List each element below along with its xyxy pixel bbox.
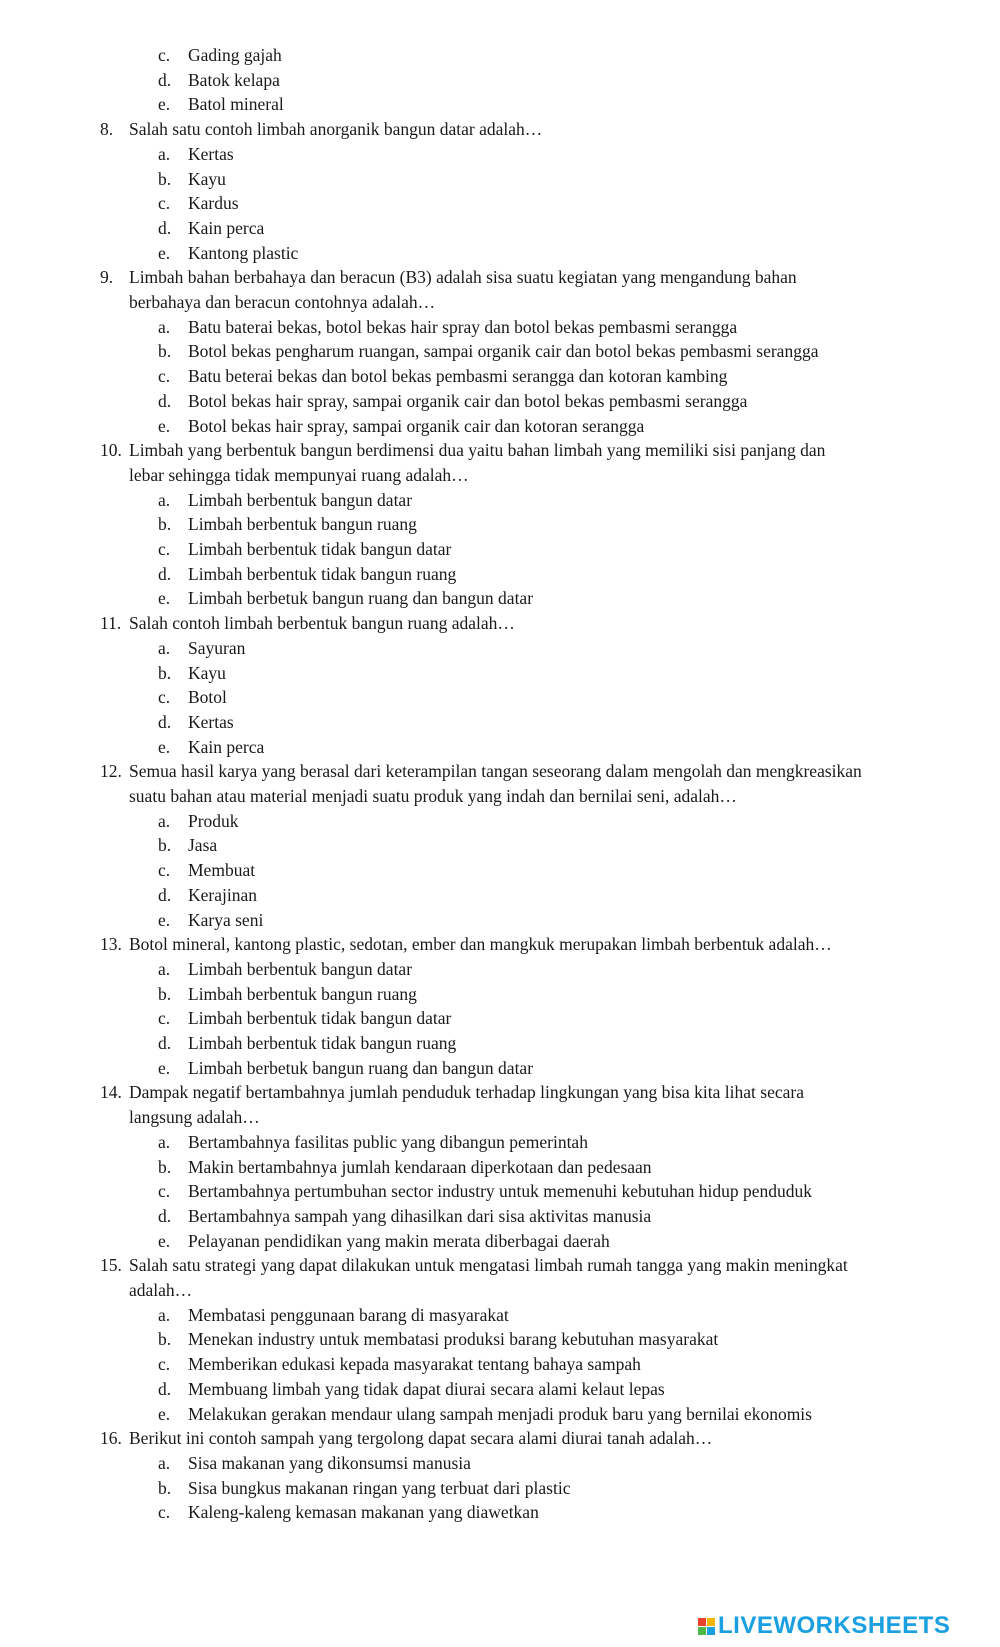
- question-number: 9.: [100, 267, 114, 288]
- option-text: Kayu: [188, 662, 226, 683]
- option-letter: e.: [158, 1230, 171, 1251]
- option-text: Jasa: [188, 835, 218, 856]
- option-text: Botol bekas hair spray, sampai organik cair dan kotoran serangga: [188, 415, 645, 436]
- logo-square-green: [698, 1627, 706, 1635]
- option-letter: d.: [158, 1378, 172, 1399]
- option-text: Bertambahnya sampah yang dihasilkan dari sisa aktivitas manusia: [188, 1205, 652, 1226]
- option-letter: d.: [158, 563, 172, 584]
- question-text: adalah…: [129, 1280, 193, 1300]
- option-text: Membuat: [188, 860, 256, 881]
- option-text: Memberikan edukasi kepada masyarakat tentang bahaya sampah: [188, 1354, 641, 1375]
- option-letter: b.: [158, 341, 172, 362]
- option-text: Botol: [188, 687, 227, 708]
- option-text: Batok kelapa: [188, 69, 280, 90]
- option-text: Botol bekas pengharum ruangan, sampai organik cair dan botol bekas pembasmi serangga: [188, 341, 819, 362]
- question-number: 13.: [100, 934, 122, 955]
- option-letter: a.: [158, 316, 171, 337]
- option-text: Membuang limbah yang tidak dapat diurai secara alami kelaut lepas: [188, 1378, 665, 1399]
- option-letter: b.: [158, 835, 172, 856]
- option-letter: b.: [158, 1477, 172, 1498]
- logo-square-yellow: [707, 1618, 715, 1626]
- question-text: Limbah yang berbentuk bangun berdimensi dua yaitu bahan limbah yang memiliki sisi panjang dan: [129, 440, 826, 461]
- option-text: Limbah berbentuk tidak bangun datar: [188, 539, 452, 559]
- option-text: Kerajinan: [188, 884, 257, 905]
- question-number: 16.: [100, 1428, 122, 1449]
- logo-grid-icon: [698, 1618, 715, 1635]
- option-text: Karya seni: [188, 909, 264, 930]
- option-letter: c.: [158, 860, 171, 881]
- liveworksheets-logo: [698, 1611, 950, 1641]
- option-text: Gading gajah: [188, 45, 282, 65]
- option-letter: e.: [158, 242, 171, 263]
- option-text: Limbah berbentuk tidak bangun ruang: [188, 1033, 457, 1053]
- option-letter: c.: [158, 193, 171, 214]
- question-text: Limbah bahan berbahaya dan beracun (B3) adalah sisa suatu kegiatan yang mengandung bahan: [129, 267, 797, 288]
- logo-square-red: [698, 1618, 706, 1626]
- question-text: Salah satu strategi yang dapat dilakukan untuk mengatasi limbah rumah tangga yang makin meningkat: [129, 1255, 848, 1276]
- option-letter: d.: [158, 884, 172, 905]
- question-number: 14.: [100, 1082, 122, 1103]
- option-text: Membatasi penggunaan barang di masyarakat: [188, 1304, 509, 1325]
- question-number: 10.: [100, 440, 122, 461]
- question-text: Berikut ini contoh sampah yang tergolong dapat secara alami diurai tanah adalah…: [129, 1428, 713, 1449]
- question-text: Semua hasil karya yang berasal dari keterampilan tangan seseorang dalam mengolah dan mengkreasikan: [129, 761, 862, 782]
- option-letter: b.: [158, 168, 172, 189]
- option-letter: a.: [158, 810, 171, 831]
- option-text: Limbah berbentuk tidak bangun datar: [188, 1008, 452, 1029]
- option-text: Limbah berbentuk tidak bangun ruang: [188, 563, 457, 584]
- option-text: Menekan industry untuk membatasi produksi barang kebutuhan masyarakat: [188, 1329, 719, 1350]
- question-text: Botol mineral, kantong plastic, sedotan, ember dan mangkuk merupakan limbah berbentuk adalah…: [129, 934, 832, 955]
- option-letter: c.: [158, 1502, 171, 1523]
- logo-square-blue: [707, 1627, 715, 1635]
- question-number: 12.: [100, 761, 122, 782]
- option-text: Produk: [188, 810, 239, 831]
- option-text: Kertas: [188, 143, 234, 164]
- option-text: Kantong plastic: [188, 242, 299, 263]
- option-letter: b.: [158, 983, 172, 1004]
- option-text: Melakukan gerakan mendaur ulang sampah menjadi produk baru yang bernilai ekonomis: [188, 1403, 812, 1424]
- option-letter: d.: [158, 390, 172, 411]
- option-letter: e.: [158, 588, 171, 609]
- option-text: Batu beterai bekas dan botol bekas pembasmi serangga dan kotoran kambing: [188, 366, 728, 387]
- option-letter: c.: [158, 45, 171, 65]
- option-text: Batol mineral: [188, 94, 284, 115]
- option-text: Limbah berbetuk bangun ruang dan bangun datar: [188, 1057, 534, 1078]
- option-letter: c.: [158, 366, 171, 387]
- option-letter: e.: [158, 415, 171, 436]
- option-letter: a.: [158, 1304, 171, 1325]
- option-text: Kardus: [188, 193, 239, 214]
- option-letter: b.: [158, 1156, 172, 1177]
- option-letter: b.: [158, 1329, 172, 1350]
- option-letter: d.: [158, 1033, 172, 1053]
- logo-text: LIVEWORKSHEETS: [718, 1612, 951, 1639]
- question-number: 15.: [100, 1255, 122, 1276]
- option-text: Sisa bungkus makanan ringan yang terbuat dari plastic: [188, 1477, 571, 1498]
- question-text: suatu bahan atau material menjadi suatu produk yang indah dan bernilai seni, adalah…: [129, 786, 737, 806]
- option-letter: a.: [158, 1452, 171, 1473]
- option-text: Limbah berbentuk bangun datar: [188, 489, 413, 510]
- question-text: Salah satu contoh limbah anorganik bangun datar adalah…: [129, 119, 543, 140]
- option-text: Limbah berbentuk bangun ruang: [188, 983, 417, 1004]
- option-text: Kertas: [188, 711, 234, 732]
- option-text: Sisa makanan yang dikonsumsi manusia: [188, 1452, 471, 1473]
- question-text: lebar sehingga tidak mempunyai ruang adalah…: [129, 464, 469, 485]
- option-text: Limbah berbetuk bangun ruang dan bangun datar: [188, 588, 534, 609]
- option-text: Botol bekas hair spray, sampai organik cair dan botol bekas pembasmi serangga: [188, 390, 748, 411]
- question-text: berbahaya dan beracun contohnya adalah…: [129, 292, 436, 312]
- option-text: Batu baterai bekas, botol bekas hair spray dan botol bekas pembasmi serangga: [188, 316, 738, 337]
- option-text: Pelayanan pendidikan yang makin merata diberbagai daerah: [188, 1230, 610, 1251]
- option-letter: a.: [158, 1131, 171, 1152]
- option-text: Limbah berbentuk bangun ruang: [188, 514, 417, 535]
- option-text: Bertambahnya pertumbuhan sector industry untuk memenuhi kebutuhan hidup penduduk: [188, 1181, 813, 1202]
- option-text: Limbah berbentuk bangun datar: [188, 958, 413, 979]
- option-letter: b.: [158, 662, 172, 683]
- option-letter: e.: [158, 909, 171, 930]
- option-text: Kayu: [188, 168, 226, 189]
- question-number: 11.: [100, 613, 122, 634]
- option-letter: d.: [158, 711, 172, 732]
- option-letter: e.: [158, 1057, 171, 1078]
- option-text: Sayuran: [188, 637, 246, 658]
- option-letter: c.: [158, 1008, 171, 1029]
- question-text: langsung adalah…: [129, 1107, 260, 1128]
- question-text: Salah contoh limbah berbentuk bangun ruang adalah…: [129, 613, 515, 634]
- option-text: Bertambahnya fasilitas public yang dibangun pemerintah: [188, 1131, 588, 1152]
- question-number: 8.: [100, 119, 114, 140]
- option-letter: c.: [158, 539, 171, 559]
- option-letter: e.: [158, 94, 171, 115]
- option-letter: c.: [158, 1354, 171, 1375]
- option-text: Makin bertambahnya jumlah kendaraan diperkotaan dan pedesaan: [188, 1156, 652, 1177]
- option-letter: b.: [158, 514, 172, 535]
- question-text: Dampak negatif bertambahnya jumlah penduduk terhadap lingkungan yang bisa kita lihat secara: [129, 1082, 804, 1103]
- option-letter: a.: [158, 637, 171, 658]
- option-letter: d.: [158, 69, 172, 90]
- option-letter: c.: [158, 687, 171, 708]
- option-letter: c.: [158, 1181, 171, 1202]
- option-text: Kaleng-kaleng kemasan makanan yang diawetkan: [188, 1502, 539, 1523]
- option-letter: a.: [158, 143, 171, 164]
- option-letter: a.: [158, 489, 171, 510]
- option-letter: d.: [158, 1205, 172, 1226]
- option-text: Kain perca: [188, 736, 265, 757]
- option-letter: a.: [158, 958, 171, 979]
- option-letter: d.: [158, 217, 172, 238]
- option-letter: e.: [158, 736, 171, 757]
- option-letter: e.: [158, 1403, 171, 1424]
- option-text: Kain perca: [188, 217, 265, 238]
